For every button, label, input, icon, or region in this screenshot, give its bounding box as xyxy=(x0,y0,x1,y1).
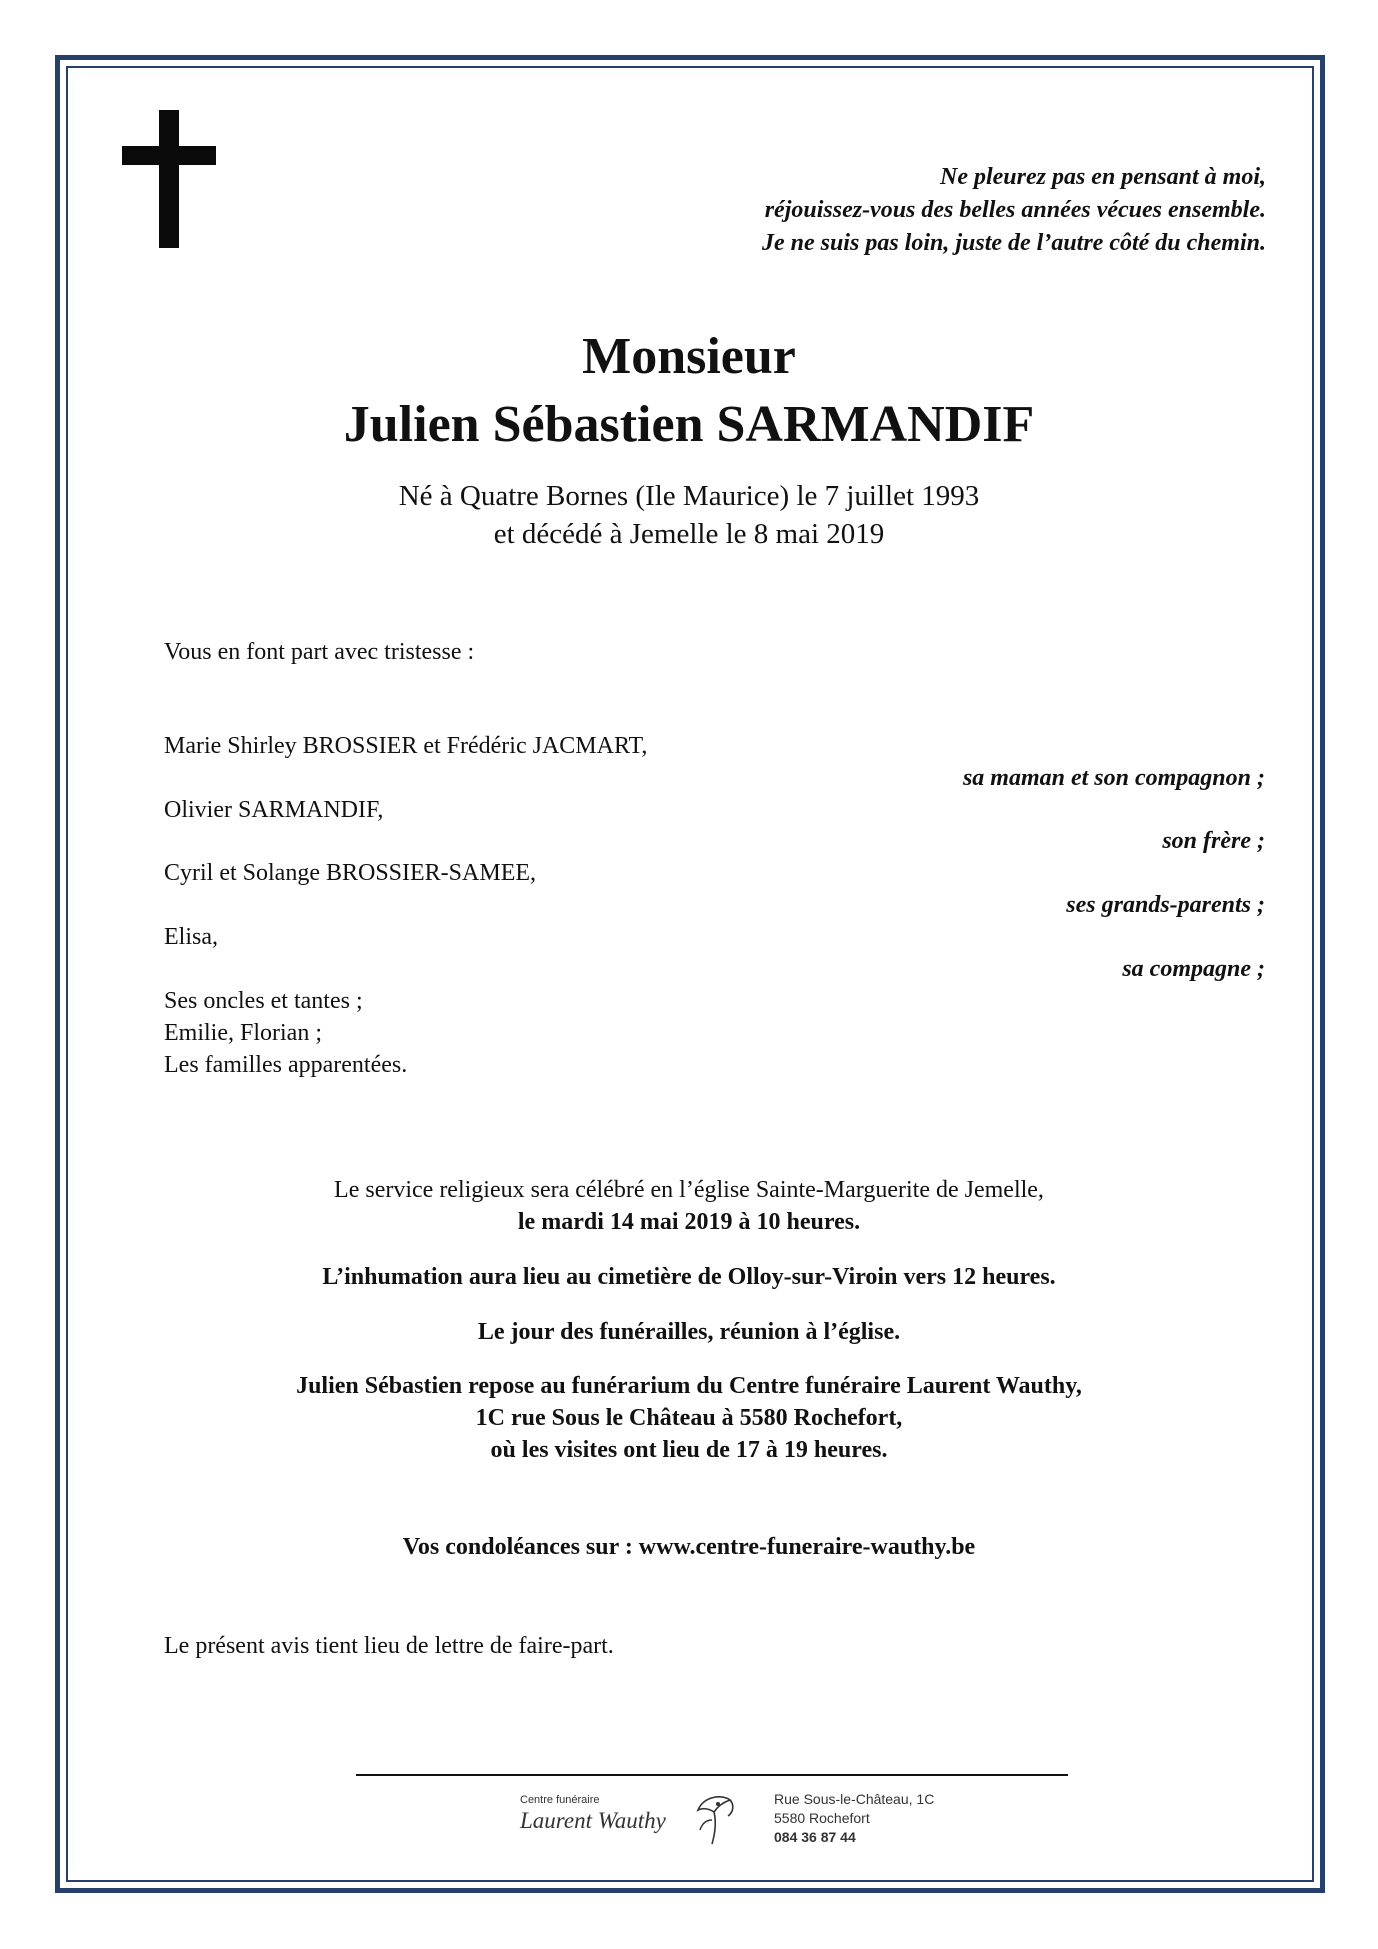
family-member-name: Elisa, xyxy=(164,924,218,950)
family-member-relation: ses grands-parents ; xyxy=(1066,892,1265,918)
salutation: Monsieur xyxy=(582,328,796,385)
birth-line: Né à Quatre Bornes (Ile Maurice) le 7 juillet 1993 xyxy=(398,480,980,512)
family-member-name: Olivier SARMANDIF, xyxy=(164,797,384,823)
intro-text: Vous en font part avec tristesse : xyxy=(164,639,475,665)
deceased-name: Julien Sébastien SARMANDIF xyxy=(343,396,1035,453)
family-member-relation: sa maman et son compagnon ; xyxy=(962,765,1265,791)
death-line: et décédé à Jemelle le 8 mai 2019 xyxy=(493,518,885,550)
epigraph-quote xyxy=(566,161,1266,260)
condolences-link[interactable]: Vos condoléances sur : www.centre-funeraire-wauthy.be xyxy=(402,1534,976,1560)
logo-name: Laurent Wauthy xyxy=(520,1808,666,1833)
family-member-name: Cyril et Solange BROSSIER-SAMEE, xyxy=(164,860,537,886)
family-member-name: Marie Shirley BROSSIER et Frédéric JACMART, xyxy=(164,733,648,759)
footer-divider xyxy=(356,1774,1068,1776)
family-member-relation: sa compagne ; xyxy=(1122,956,1265,982)
closing-note: Le présent avis tient lieu de lettre de faire-part. xyxy=(164,1633,614,1659)
family-member-relation: son frère ; xyxy=(1162,828,1265,854)
cross-icon xyxy=(122,110,216,248)
burial-info: L’inhumation aura lieu au cimetière de Olloy-sur-Viroin vers 12 heures. xyxy=(322,1264,1056,1290)
service-line: Le service religieux sera célébré en l’église Sainte-Marguerite de Jemelle, xyxy=(334,1177,1044,1203)
address-city: 5580 Rochefort xyxy=(774,1810,870,1826)
repose-line: où les visites ont lieu de 17 à 19 heures. xyxy=(490,1437,888,1463)
quote-line: Je ne suis pas loin, juste de l’autre côté du chemin. xyxy=(761,230,1266,256)
other-relatives-line: Les familles apparentées. xyxy=(164,1052,408,1078)
repose-line: Julien Sébastien repose au funérarium du Centre funéraire Laurent Wauthy, xyxy=(296,1373,1082,1399)
other-relatives-line: Emilie, Florian ; xyxy=(164,1020,322,1046)
address-street: Rue Sous-le-Château, 1C xyxy=(774,1791,935,1807)
other-relatives-line: Ses oncles et tantes ; xyxy=(164,988,363,1014)
lily-icon xyxy=(692,1790,740,1848)
funeral-home-address xyxy=(774,1790,934,1847)
service-date: le mardi 14 mai 2019 à 10 heures. xyxy=(517,1209,861,1235)
logo-caption: Centre funéraire xyxy=(520,1794,600,1806)
quote-line: Ne pleurez pas en pensant à moi, xyxy=(939,164,1266,190)
meeting-info: Le jour des funérailles, réunion à l’église. xyxy=(477,1319,901,1345)
repose-line: 1C rue Sous le Château à 5580 Rochefort, xyxy=(475,1405,903,1431)
funeral-home-logo xyxy=(512,1790,952,1850)
phone-number: 084 36 87 44 xyxy=(774,1829,856,1845)
quote-line: réjouissez-vous des belles années vécues ensemble. xyxy=(764,197,1266,223)
